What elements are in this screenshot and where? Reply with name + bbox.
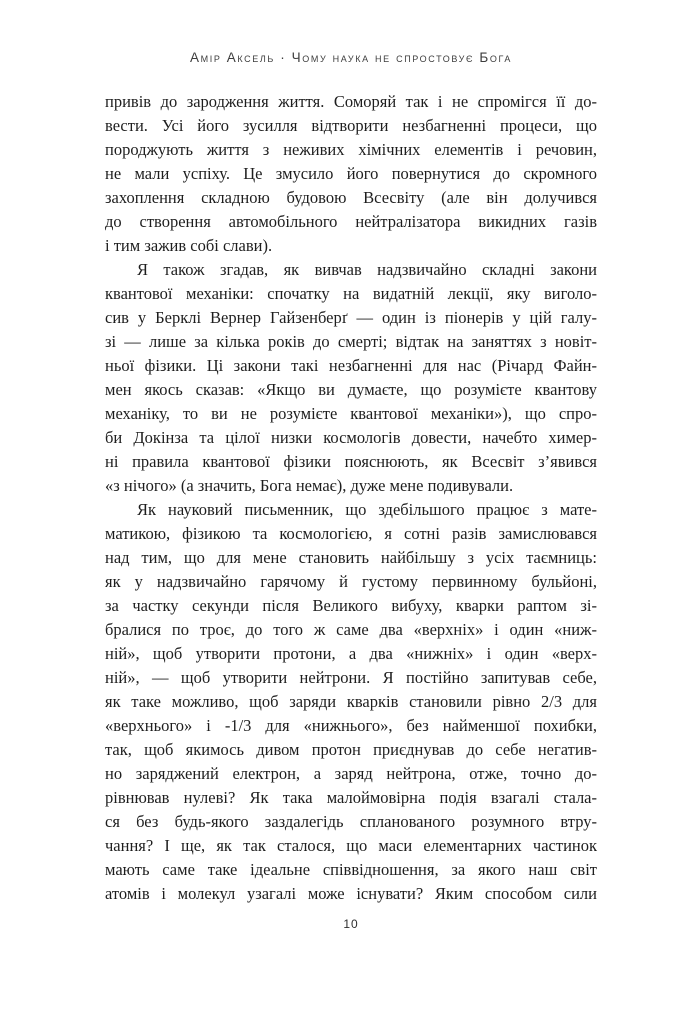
text-line: до створення автомобільного нейтралізатора викидних газів <box>105 212 597 231</box>
text-line: Як науковий письменник, що здебільшого працює з мате- <box>137 500 597 519</box>
text-line: вести. Усі його зусилля відтворити незбагненні процеси, що <box>105 116 597 135</box>
text-line: ній», щоб утворити протони, а два «нижніх» і один «верх- <box>105 644 597 663</box>
text-line: не мали успіху. Це змусило його повернутися до скромного <box>105 164 597 183</box>
text-line: матикою, фізикою та космологією, я сотні разів замислювався <box>105 524 597 543</box>
text-line: чання? І ще, як так сталося, що маси елементарних частинок <box>105 836 597 855</box>
text-block <box>105 90 597 906</box>
text-line: бралися по троє, до того ж саме два «верхніх» і один «ниж- <box>105 620 597 639</box>
text-line: би Докінза та цілої низки космологів довести, начебто химер- <box>105 428 597 447</box>
running-header: Амір Аксель · Чому наука не спростовує Бога <box>190 50 512 65</box>
text-line: ньої фізики. Ці закони такі незбагненні для нас (Річард Файн- <box>105 356 597 375</box>
text-line: «верхнього» і -1/3 для «нижнього», без найменшої похибки, <box>105 716 597 735</box>
text-line: но заряджений електрон, а заряд нейтрона, отже, точно до- <box>105 764 597 783</box>
paragraph <box>105 258 597 498</box>
text-line: мен якось сказав: «Якщо ви думаєте, що розумієте квантову <box>105 380 597 399</box>
paragraph <box>105 90 597 258</box>
text-line: породжують життя з неживих хімічних елементів і речовин, <box>105 140 597 159</box>
text-line: «з нічого» (а значить, Бога немає), дуже мене подивували. <box>105 476 514 495</box>
text-line: як таке можливо, щоб заряди кварків становили рівно 2/3 для <box>105 692 597 711</box>
text-line: механіку, то ви не розумієте квантової механіки»), що спро- <box>105 404 597 423</box>
text-line: ні правила квантової фізики пояснюють, як Всесвіт з’явився <box>105 452 597 471</box>
text-line: привів до зародження життя. Соморяй так і не спромігся її до- <box>105 92 597 111</box>
text-line: захоплення складною будовою Всесвіту (але він долучився <box>105 188 597 207</box>
text-line: як у надзвичайно гарячому й густому первинному бульйоні, <box>105 572 597 591</box>
text-line: над тим, що для мене становить найбільшу з усіх таємниць: <box>105 548 597 567</box>
text-line: атомів і молекул узагалі може існувати? Яким способом сили <box>105 884 597 903</box>
text-line: зі — лише за кілька років до смерті; відтак на заняттях з новіт- <box>105 332 597 351</box>
text-line: і тим зажив собі слави). <box>105 236 273 255</box>
text-line: ній», — щоб утворити нейтрони. Я постійно запитував себе, <box>105 668 597 687</box>
text-line: рівнював нулеві? Як така малоймовірна подія взагалі стала- <box>105 788 597 807</box>
text-line: квантової механіки: спочатку на видатній лекції, яку виголо- <box>105 284 597 303</box>
text-line: Я також згадав, як вивчав надзвичайно складні закони <box>137 260 597 279</box>
text-line: сив у Берклі Вернер Гайзенберґ — один із піонерів у цій галу- <box>105 308 597 327</box>
text-line: ся без будь-якого заздалегідь спланованого розумного втру- <box>105 812 597 831</box>
page-number: 10 <box>343 917 359 931</box>
text-line: за частку секунди після Великого вибуху, кварки раптом зі- <box>105 596 597 615</box>
paragraph <box>105 498 597 906</box>
text-line: мають саме таке ідеальне співвідношення, за якого наш світ <box>105 860 597 879</box>
text-line: так, щоб якимось дивом протон приєднував до себе негатив- <box>105 740 597 759</box>
